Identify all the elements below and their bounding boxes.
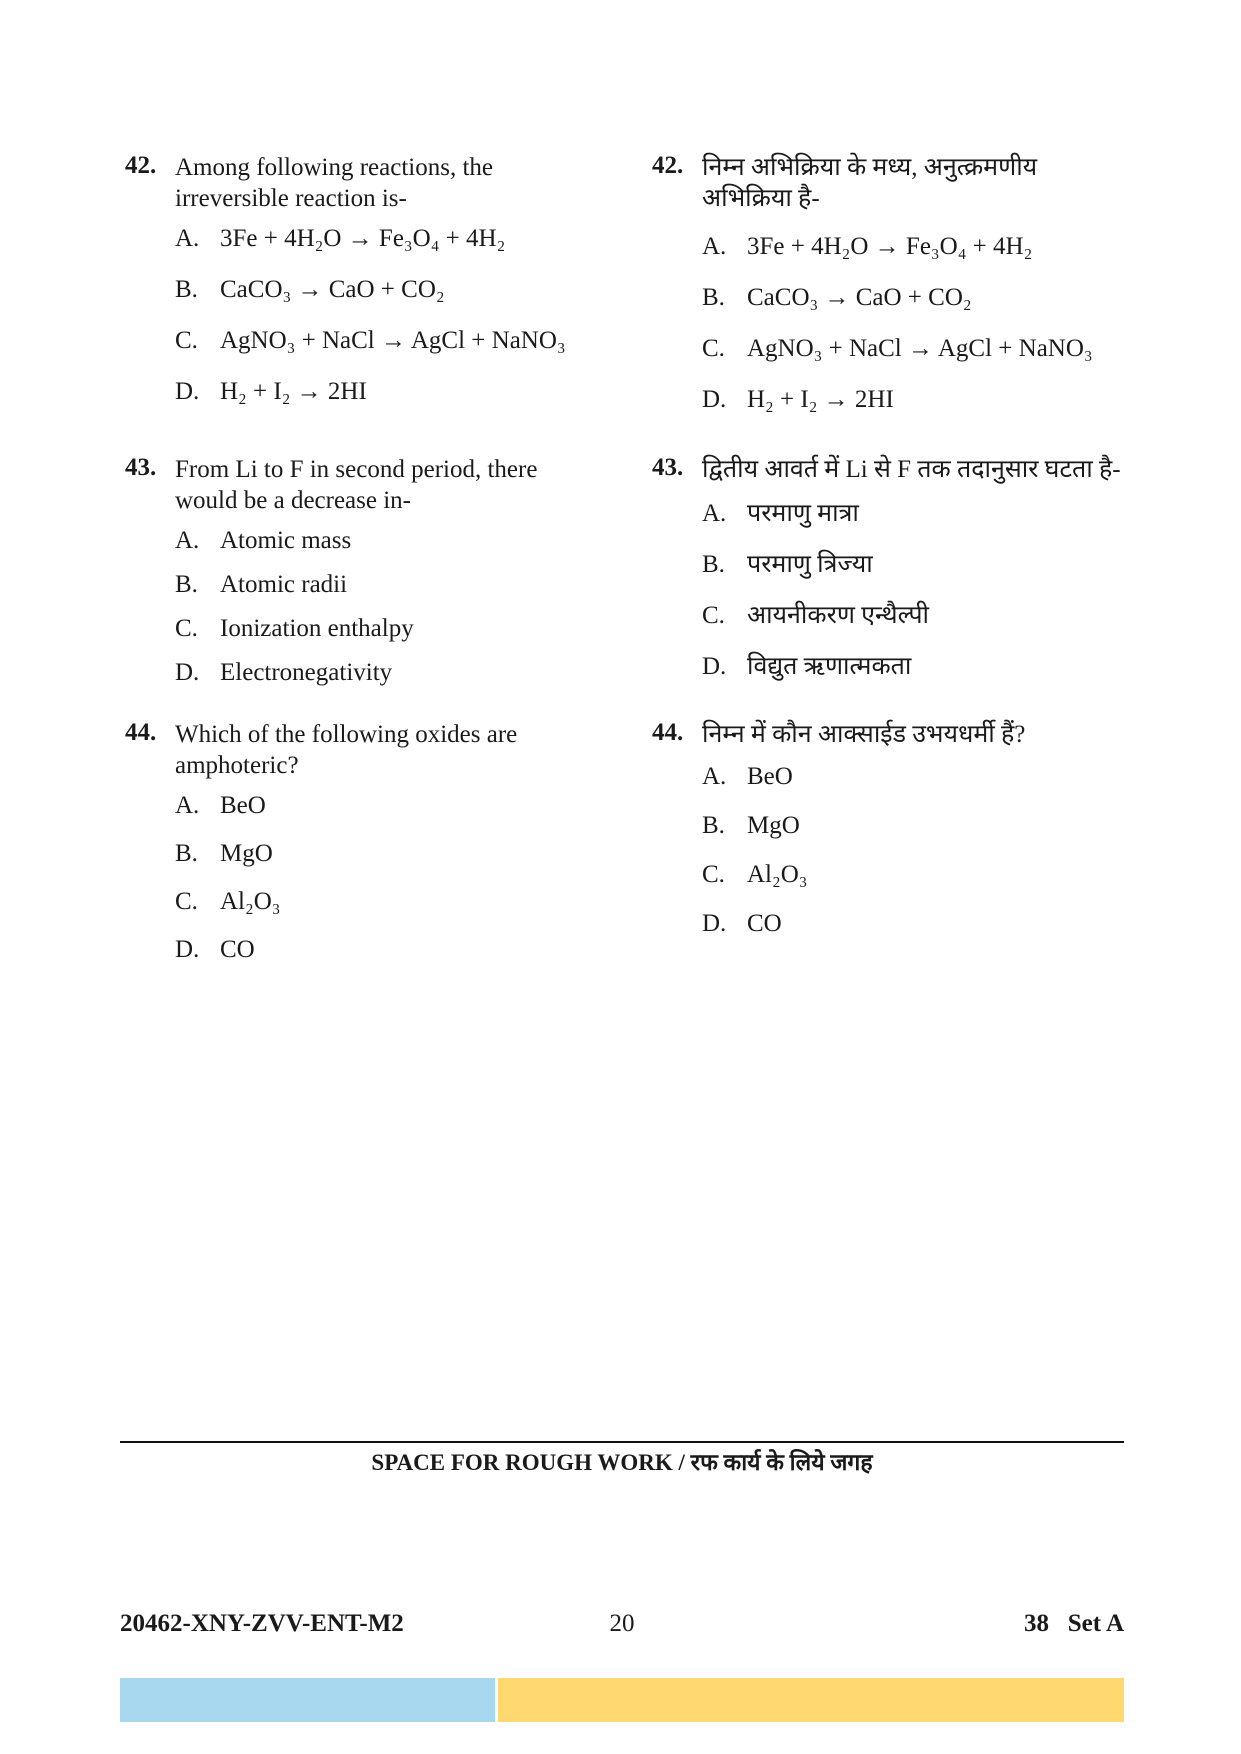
option-a [175, 791, 605, 839]
option-c [702, 601, 1132, 652]
option-letter: D. [702, 386, 727, 413]
question-44-hi [652, 719, 1132, 979]
question-42-en [125, 152, 605, 454]
option-letter: A. [175, 225, 200, 252]
option-b [702, 811, 1132, 860]
option-text: CO [747, 910, 782, 937]
set-label: 38 Set A [1024, 1610, 1124, 1637]
option-text: Atomic mass [220, 527, 352, 554]
option-letter: C. [175, 615, 198, 642]
option-letter: B. [175, 276, 198, 303]
question-text: द्वितीय आवर्त में Li से F तक तदानुसार घटता है- [702, 456, 1121, 483]
option-text: Al₂O₃ [220, 888, 281, 915]
question-number: 44. [652, 719, 684, 746]
footer-color-bar-yellow [498, 1678, 1124, 1722]
option-a [702, 499, 1132, 550]
option-text: परमाणु त्रिज्या [747, 551, 873, 578]
option-d [175, 658, 605, 702]
question-text: निम्न में कौन आक्साईड उभयधर्मी हैं? [702, 721, 1026, 748]
options-list [702, 762, 1132, 958]
question-number: 44. [125, 719, 157, 746]
question-43-hi [652, 454, 1132, 719]
option-letter: B. [175, 840, 198, 867]
footer-color-bar-blue [120, 1678, 495, 1722]
option-text: परमाणु मात्रा [747, 500, 859, 527]
option-text: CaCO₃ → CaO + CO₂ [747, 284, 972, 311]
option-text: AgNO₃ + NaCl → AgCl + NaNO₃ [747, 335, 1093, 362]
option-text: BeO [220, 792, 266, 819]
option-a [175, 224, 605, 275]
option-text: 3Fe + 4H₂O → Fe₃O₄ + 4H₂ [220, 225, 506, 252]
question-42-hi [652, 152, 1132, 454]
option-text: CaCO₃ → CaO + CO₂ [220, 276, 445, 303]
option-letter: C. [175, 888, 198, 915]
option-text: H₂ + I₂ → 2HI [747, 386, 894, 413]
option-c [702, 334, 1132, 385]
option-letter: C. [702, 602, 725, 629]
option-a [702, 762, 1132, 811]
option-text: आयनीकरण एन्थैल्पी [747, 602, 930, 629]
option-letter: C. [702, 335, 725, 362]
option-text: Ionization enthalpy [220, 615, 414, 642]
option-d [702, 385, 1132, 436]
option-letter: C. [702, 861, 725, 888]
option-b [702, 283, 1132, 334]
option-text: MgO [747, 812, 800, 839]
option-letter: A. [702, 500, 727, 527]
option-text: MgO [220, 840, 273, 867]
option-text: 3Fe + 4H₂O → Fe₃O₄ + 4H₂ [747, 233, 1033, 260]
options-list [175, 224, 605, 428]
question-43-en [125, 454, 605, 719]
option-b [175, 839, 605, 887]
option-letter: B. [702, 812, 725, 839]
option-text: Al₂O₃ [747, 861, 808, 888]
option-d [175, 935, 605, 983]
question-text: From Li to F in second period, there would be a decrease in- [175, 456, 538, 514]
page-number: 20 [609, 1610, 635, 1637]
option-letter: B. [702, 551, 725, 578]
option-letter: D. [702, 653, 727, 680]
option-letter: C. [175, 327, 198, 354]
option-b [702, 550, 1132, 601]
option-letter: D. [175, 378, 200, 405]
options-list [702, 232, 1132, 436]
option-text: Atomic radii [220, 571, 348, 598]
paper-code: 20462-XNY-ZVV-ENT-M2 [120, 1610, 404, 1637]
option-text: Electronegativity [220, 659, 393, 686]
option-c [702, 860, 1132, 909]
rough-work-divider [120, 1441, 1124, 1443]
option-d [702, 909, 1132, 958]
options-list [702, 499, 1132, 703]
option-text: विद्युत ऋणात्मकता [747, 653, 912, 680]
option-a [175, 526, 605, 570]
rough-work-label: SPACE FOR ROUGH WORK / रफ कार्य के लिये जगह [371, 1450, 873, 1475]
question-text: Among following reactions, the irreversible reaction is- [175, 154, 493, 212]
option-text: CO [220, 936, 255, 963]
question-text: Which of the following oxides are amphoteric? [175, 721, 518, 779]
option-letter: B. [175, 571, 198, 598]
option-d [175, 377, 605, 428]
question-number: 43. [652, 454, 684, 481]
option-letter: D. [175, 936, 200, 963]
option-d [702, 652, 1132, 703]
options-list [175, 791, 605, 983]
option-c [175, 614, 605, 658]
english-column [125, 152, 605, 979]
option-letter: D. [175, 659, 200, 686]
question-number: 42. [652, 152, 684, 179]
option-letter: D. [702, 910, 727, 937]
option-a [702, 232, 1132, 283]
option-text: BeO [747, 763, 793, 790]
options-list [175, 526, 605, 702]
page-footer [120, 1610, 1124, 1644]
option-letter: A. [175, 527, 200, 554]
option-text: H₂ + I₂ → 2HI [220, 378, 367, 405]
option-b [175, 275, 605, 326]
option-letter: A. [702, 763, 727, 790]
option-letter: A. [702, 233, 727, 260]
option-letter: A. [175, 792, 200, 819]
question-number: 43. [125, 454, 157, 481]
option-text: AgNO₃ + NaCl → AgCl + NaNO₃ [220, 327, 566, 354]
question-number: 42. [125, 152, 157, 179]
option-letter: B. [702, 284, 725, 311]
hindi-column [652, 152, 1132, 979]
option-c [175, 326, 605, 377]
option-c [175, 887, 605, 935]
option-b [175, 570, 605, 614]
question-44-en [125, 719, 605, 979]
question-text: निम्न अभिक्रिया के मध्य, अनुत्क्रमणीय अभिक्रिया है- [702, 154, 1038, 212]
